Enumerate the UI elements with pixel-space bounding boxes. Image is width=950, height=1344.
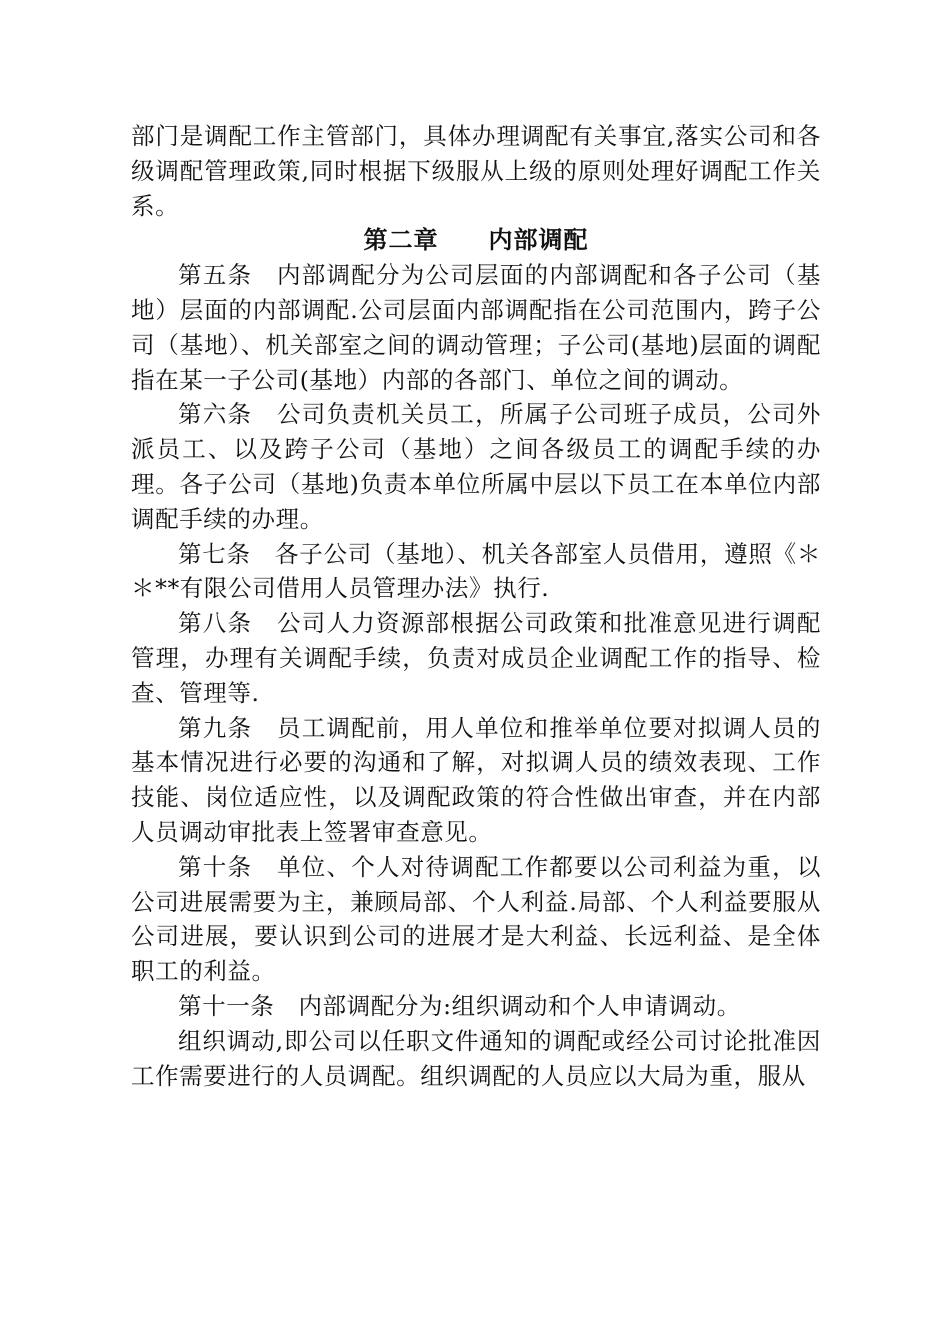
document-body: [131, 119, 821, 1093]
paragraph-continuation: 部门是调配工作主管部门，具体办理调配有关事宜,落实公司和各级调配管理政策,同时根据下级服从上级的原则处理好调配工作关系。: [131, 122, 821, 220]
article-5: 第五条 内部调配分为公司层面的内部调配和各子公司（基地）层面的内部调配.公司层面内部调配指在公司范围内，跨子公司（基地）、机关部室之间的调动管理；子公司(基地)层面的调配指在某一子公司(基地）内部的各部门、单位之间的调动。: [131, 261, 821, 394]
article-11: 第十一条 内部调配分为:组织调动和个人申请调动。: [178, 991, 741, 1020]
chapter-heading: 第二章 内部调配: [363, 225, 589, 255]
article-6: 第六条 公司负责机关员工，所属子公司班子成员，公司外派员工、以及跨子公司（基地）之间各级员工的调配手续的办理。各子公司（基地)负责本单位所属中层以下员工在本单位内部调配手续的办理。: [131, 400, 821, 533]
article-7: 第七条 各子公司（基地）、机关各部室人员借用，遵照《＊＊**有限公司借用人员管理办法》执行.: [131, 539, 821, 603]
paragraph-organizational-transfer: 组织调动,即公司以任职文件通知的调配或经公司讨论批准因工作需要进行的人员调配。组织调配的人员应以大局为重，服从: [131, 1026, 821, 1090]
article-9: 第九条 员工调配前，用人单位和推举单位要对拟调人员的基本情况进行必要的沟通和了解，对拟调人员的绩效表现、工作技能、岗位适应性，以及调配政策的符合性做出审查，并在内部人员调动审批表上签署审查意见。: [131, 713, 821, 846]
article-10: 第十条 单位、个人对待调配工作都要以公司利益为重，以公司进展需要为主，兼顾局部、个人利益.局部、个人利益要服从公司进展，要认识到公司的进展才是大利益、长远利益、是全体职工的利益。: [131, 852, 821, 986]
article-8: 第八条 公司人力资源部根据公司政策和批准意见进行调配管理，办理有关调配手续，负责对成员企业调配工作的指导、检查、管理等.: [131, 609, 821, 707]
